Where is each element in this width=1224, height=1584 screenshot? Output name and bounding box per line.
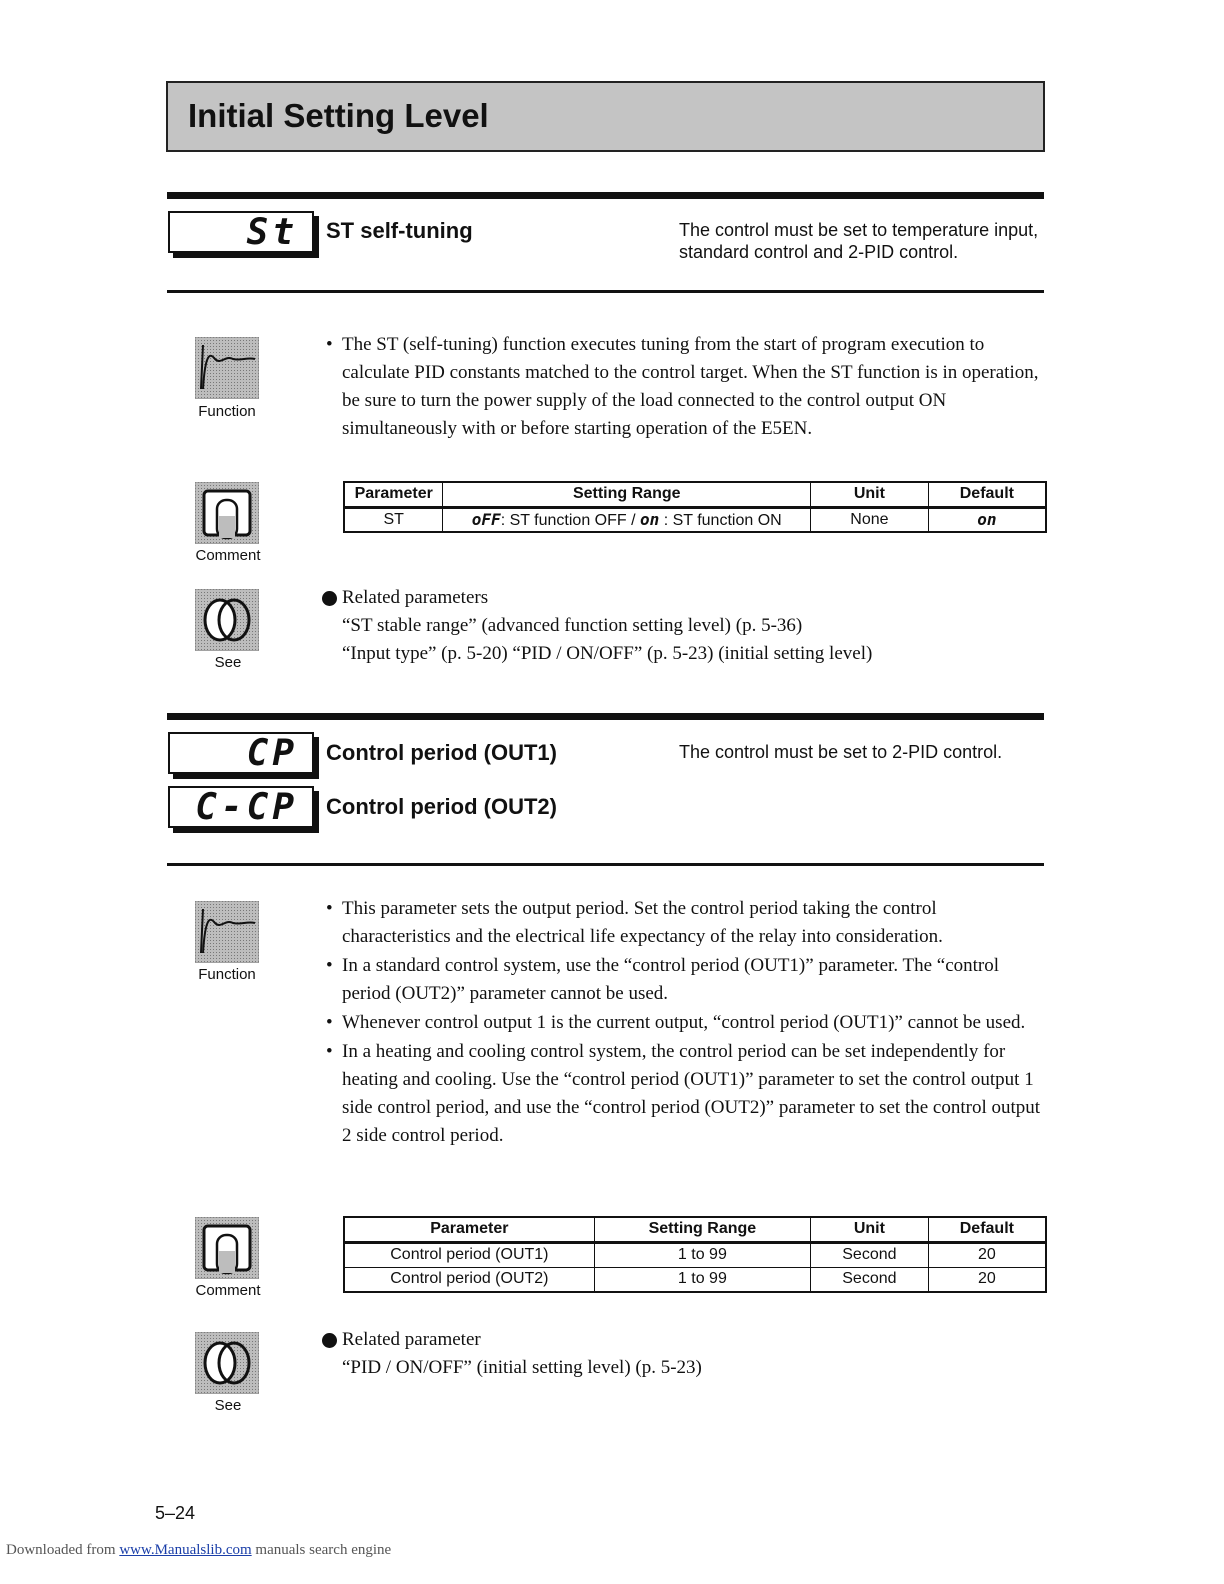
section-rule-bottom (167, 863, 1044, 866)
see-icon (195, 1332, 259, 1394)
table-cell: Second (811, 1267, 929, 1292)
cp-related-parameters (322, 1326, 1042, 1382)
comment-icon (195, 482, 259, 544)
st-parameter-table (343, 481, 1047, 533)
download-footer (6, 1542, 391, 1559)
c-cp-display (168, 786, 314, 828)
related-heading: Related parameter (322, 1326, 1042, 1354)
page-title: Initial Setting Level (188, 97, 489, 134)
table-header: Parameter (344, 1217, 594, 1242)
function-icon (195, 337, 259, 399)
list-item: • The ST (self-tuning) function executes tuning from the start of program execution to calculate PID constants matched to the control target. When the ST function is in operation, be sure to turn the power supply of the load connected to the control output ON simultaneously with or before starting operation of the E5EN. (324, 331, 1044, 443)
list-item: • Whenever control output 1 is the current output, “control period (OUT1)” cannot be used. (324, 1009, 1044, 1037)
list-item: • This parameter sets the output period. Set the control period taking the control characteristics and the electrical life expectancy of the relay into consideration. (324, 895, 1044, 951)
table-row (344, 1242, 1046, 1267)
manualslib-link[interactable]: www.Manualslib.com (119, 1542, 252, 1558)
comment-icon (195, 1217, 259, 1279)
cp-parameter-table (343, 1216, 1047, 1293)
table-header: Unit (811, 482, 929, 507)
cp-param-name: Control period (OUT1) (326, 740, 557, 765)
function-label: Function (198, 966, 256, 983)
comment-label: Comment (195, 1282, 261, 1299)
section-rule-bottom (167, 290, 1044, 293)
st-display-code: St (246, 212, 298, 253)
table-header: Setting Range (594, 1217, 810, 1242)
function-icon (195, 901, 259, 963)
see-label: See (214, 1397, 242, 1414)
cp-bullet-list (324, 895, 1044, 1151)
table-cell-default: on (928, 507, 1046, 532)
page-number: 5–24 (155, 1503, 196, 1523)
st-bullet-list (324, 331, 1044, 444)
page-title-box (166, 81, 1045, 152)
table-cell: 20 (928, 1267, 1046, 1292)
section-rule-top (167, 713, 1044, 720)
table-row (344, 507, 1046, 532)
related-line: “Input type” (p. 5-20) “PID / ON/OFF” (p. 5-23) (initial setting level) (342, 643, 873, 664)
st-display (168, 211, 314, 253)
table-header: Parameter (344, 482, 443, 507)
st-param-name: ST self-tuning (326, 218, 473, 243)
see-icon (195, 589, 259, 651)
table-cell: ST (344, 507, 443, 532)
table-cell: 1 to 99 (594, 1242, 810, 1267)
c-cp-display-code: C-CP (195, 787, 298, 828)
cp-display (168, 732, 314, 774)
table-cell: Second (811, 1242, 929, 1267)
related-heading: Related parameters (322, 584, 1042, 612)
cp-condition-note: The control must be set to 2-PID control. (679, 742, 1003, 762)
table-row (344, 1267, 1046, 1292)
off-code: oFF (471, 509, 501, 529)
list-item: • In a standard control system, use the “control period (OUT1)” parameter. The “control period (OUT2)” parameter cannot be used. (324, 952, 1044, 1008)
table-cell: Control period (OUT2) (344, 1267, 594, 1292)
related-line: “ST stable range” (advanced function setting level) (p. 5-36) (342, 615, 803, 636)
table-cell: None (811, 507, 929, 532)
table-header: Default (928, 482, 1046, 507)
table-cell-setting-range (443, 507, 811, 532)
table-header-row (344, 482, 1046, 507)
table-header: Unit (811, 1217, 929, 1242)
table-cell: 20 (928, 1242, 1046, 1267)
off-text: : ST function OFF / (500, 511, 640, 529)
on-code: on (640, 509, 660, 529)
c-cp-param-name: Control period (OUT2) (326, 794, 557, 819)
table-header: Setting Range (443, 482, 811, 507)
footer-suffix: manuals search engine (251, 1542, 392, 1558)
footer-prefix: Downloaded from (6, 1542, 120, 1558)
section-rule-top (167, 192, 1044, 199)
function-label: Function (198, 403, 256, 420)
table-header: Default (928, 1217, 1046, 1242)
st-related-parameters (322, 584, 1042, 668)
on-text: : ST function ON (659, 511, 782, 529)
table-cell: Control period (OUT1) (344, 1242, 594, 1267)
related-line: “PID / ON/OFF” (initial setting level) (p. 5-23) (342, 1357, 702, 1378)
st-condition-note: The control must be set to temperature input, standard control and 2-PID control. (679, 220, 1039, 262)
cp-display-code: CP (246, 733, 298, 774)
table-cell: 1 to 99 (594, 1267, 810, 1292)
table-header-row (344, 1217, 1046, 1242)
comment-label: Comment (195, 547, 261, 564)
list-item: • In a heating and cooling control system, the control period can be set independently for heating and cooling. Use the “control period (OUT1)” parameter to set the control output 1 side control period, and use the “control period (OUT2)” parameter to set the control output 2 side control period. (324, 1038, 1044, 1150)
see-label: See (214, 654, 242, 671)
